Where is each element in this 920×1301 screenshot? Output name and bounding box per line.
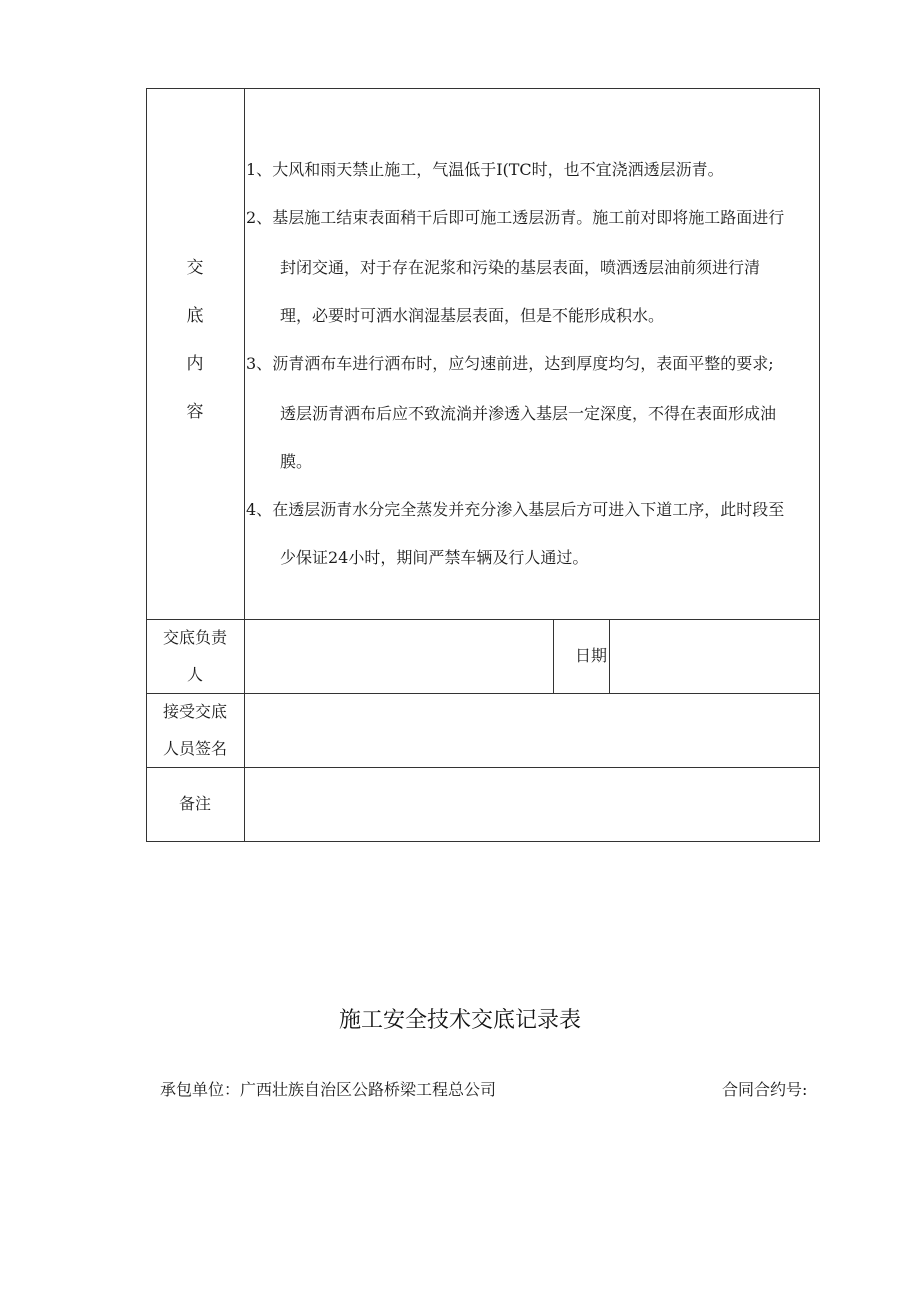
contract-number: 合同合约号: bbox=[722, 1080, 808, 1099]
item-3-line-3: 膜。 bbox=[280, 452, 313, 471]
table-row-divider bbox=[146, 619, 820, 620]
date-label: 日期 bbox=[575, 646, 608, 665]
table-row-divider bbox=[146, 767, 820, 768]
item-2: 2、基层施工结束表面稍干后即可施工透层沥青。施工前对即将施工路面进行 bbox=[246, 208, 785, 227]
disclosure-table bbox=[146, 88, 820, 842]
content-label: 交 底 内 容 bbox=[186, 258, 204, 422]
item-4: 4、在透层沥青水分完全蒸发并充分渗入基层后方可进入下道工序，此时段至 bbox=[246, 500, 785, 519]
remarks-label: 备注 bbox=[178, 794, 211, 813]
table-col-divider bbox=[244, 88, 245, 842]
table-border-right bbox=[819, 88, 820, 842]
contractor-unit: 承包单位：广西壮族自治区公路桥梁工程总公司 bbox=[160, 1080, 497, 1099]
item-3: 3、沥青洒布车进行洒布时，应匀速前进，达到厚度均匀，表面平整的要求; bbox=[246, 354, 774, 373]
item-2-line-3: 理，必要时可洒水润湿基层表面，但是不能形成积水。 bbox=[280, 306, 665, 325]
item-1: 1、大风和雨天禁止施工，气温低于I(TC时，也不宜浇洒透层沥青。 bbox=[246, 160, 724, 179]
table-border-bottom bbox=[146, 841, 820, 842]
table-row-divider bbox=[146, 693, 820, 694]
table-border-top bbox=[146, 88, 820, 89]
item-4-line-2: 少保证24小时，期间严禁车辆及行人通过。 bbox=[280, 548, 589, 567]
responsible-label: 交底负责 人 bbox=[162, 628, 227, 684]
item-2-line-2: 封闭交通，对于存在泥浆和污染的基层表面，喷洒透层油前须进行清 bbox=[280, 258, 761, 277]
form-title: 施工安全技术交底记录表 bbox=[338, 1008, 581, 1033]
table-col-divider bbox=[609, 619, 610, 693]
receiver-label: 接受交底 人员签名 bbox=[162, 702, 227, 758]
item-3-line-2: 透层沥青洒布后应不致流淌并渗透入基层一定深度，不得在表面形成油 bbox=[280, 404, 777, 423]
table-col-divider bbox=[553, 619, 554, 693]
